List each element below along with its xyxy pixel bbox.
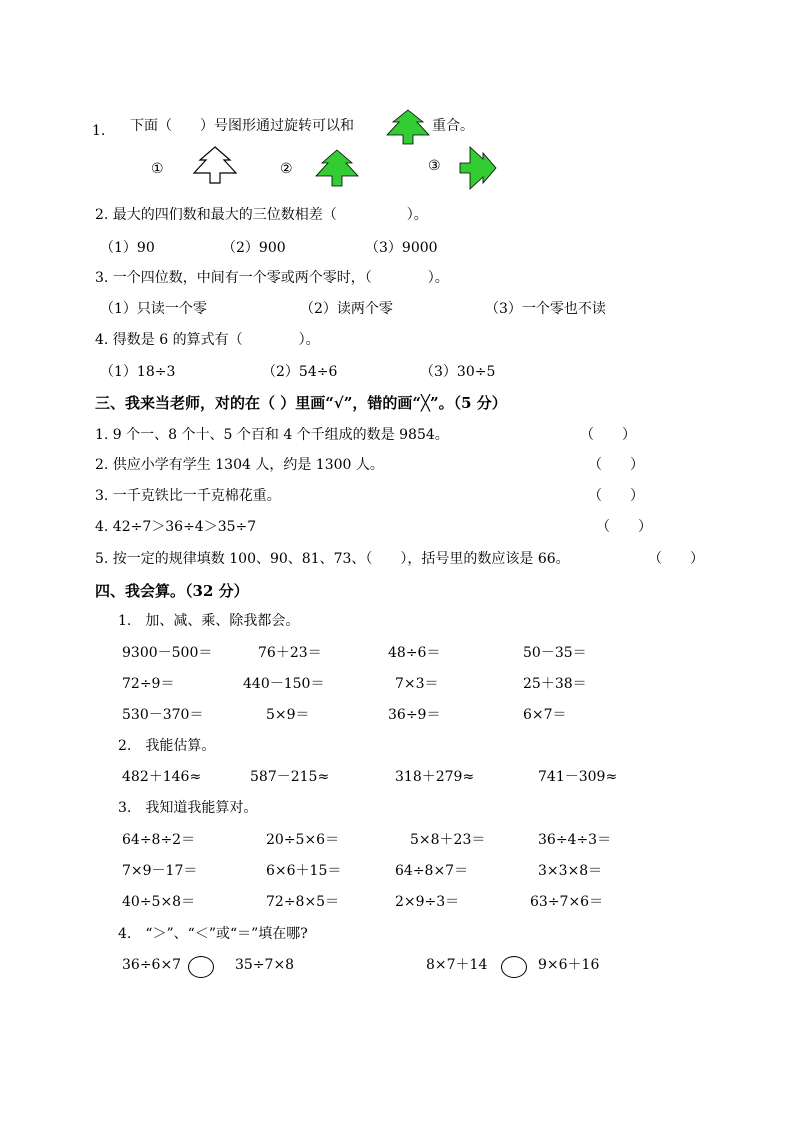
calc-item: 530－370＝ — [122, 707, 204, 723]
compare-right: 35÷7×8 — [235, 957, 295, 973]
judge-item: 4. 42÷7＞36÷4＞35÷7 — [95, 519, 257, 535]
judge-answer-paren[interactable]: （ ） — [580, 427, 636, 443]
q3-option3: （3）一个零也不读 — [485, 301, 606, 317]
calc-item: 36÷9＝ — [388, 707, 441, 723]
part3-title: 3. 我知道我能算对。 — [118, 800, 258, 816]
calc-item: 6×6＋15＝ — [266, 863, 342, 879]
judge-item: 3. 一千克铁比一千克棉花重。 — [95, 488, 281, 504]
q3-option2: （2）读两个零 — [300, 301, 393, 317]
calc-item: 440－150＝ — [243, 676, 325, 692]
q4-stem: 4. 得数是 6 的算式有（ ）。 — [95, 332, 320, 348]
calc-item: 5×9＝ — [266, 707, 310, 723]
calc-item: 6×7＝ — [523, 707, 567, 723]
q1-stem-post: 重合。 — [432, 118, 474, 134]
calc-item: 25＋38＝ — [523, 676, 587, 692]
tree-rotated-icon — [456, 145, 498, 191]
tree-green-icon — [314, 148, 360, 188]
q2-option2: （2）900 — [222, 240, 286, 256]
section4-title: 四、我会算。（32 分） — [95, 582, 249, 600]
compare-answer-circle[interactable] — [501, 956, 527, 978]
q2-stem: 2. 最大的四们数和最大的三位数相差（ ）。 — [95, 207, 428, 223]
q4-option1: （1）18÷3 — [100, 364, 176, 380]
estimate-item: 318＋279≈ — [395, 769, 475, 785]
judge-answer-paren[interactable]: （ ） — [596, 519, 652, 535]
q1-stem-pre: 下面（ ）号图形通过旋转可以和 — [130, 118, 354, 134]
estimate-item: 741－309≈ — [538, 769, 618, 785]
q2-option1: （1）90 — [100, 240, 155, 256]
tree-reference-icon — [385, 108, 431, 146]
judge-item: 2. 供应小学有学生 1304 人，约是 1300 人。 — [95, 457, 384, 473]
calc-item: 48÷6＝ — [388, 645, 441, 661]
calc-item: 3×3×8＝ — [538, 863, 603, 879]
compare-answer-circle[interactable] — [188, 956, 214, 978]
q3-option1: （1）只读一个零 — [100, 301, 207, 317]
calc-item: 5×8＋23＝ — [410, 832, 486, 848]
calc-item: 72÷9＝ — [122, 676, 175, 692]
q1-number: 1. — [92, 123, 106, 139]
calc-item: 20÷5×6＝ — [266, 832, 340, 848]
q1-option1-label: ① — [151, 161, 164, 177]
judge-answer-paren[interactable]: （ ） — [648, 551, 704, 567]
calc-item: 64÷8×7＝ — [395, 863, 469, 879]
q4-option3: （3）30÷5 — [420, 364, 496, 380]
calc-item: 63÷7×6＝ — [530, 894, 604, 910]
compare-left: 8×7＋14 — [426, 957, 488, 973]
calc-item: 64÷8÷2＝ — [122, 832, 196, 848]
calc-item: 76＋23＝ — [258, 645, 322, 661]
calc-item: 72÷8×5＝ — [266, 894, 340, 910]
q2-option3: （3）9000 — [365, 240, 438, 256]
part2-title: 2. 我能估算。 — [118, 738, 216, 754]
estimate-item: 587－215≈ — [250, 769, 330, 785]
q1-option2-label: ② — [280, 161, 293, 177]
part4-title: 4. “＞”、“＜”或“＝”填在哪? — [118, 926, 308, 942]
q4-option2: （2）54÷6 — [262, 364, 338, 380]
calc-item: 7×9－17＝ — [122, 863, 198, 879]
q1-option3-label: ③ — [428, 158, 441, 174]
judge-item: 5. 按一定的规律填数 100、90、81、73、（ ），括号里的数应该是 66。 — [95, 551, 570, 567]
calc-item: 2×9÷3＝ — [395, 894, 460, 910]
estimate-item: 482＋146≈ — [122, 769, 202, 785]
calc-item: 36÷4÷3＝ — [538, 832, 612, 848]
calc-item: 9300－500＝ — [122, 645, 213, 661]
compare-right: 9×6＋16 — [538, 957, 600, 973]
compare-left: 36÷6×7 — [122, 957, 182, 973]
calc-item: 7×3＝ — [395, 676, 439, 692]
judge-answer-paren[interactable]: （ ） — [588, 488, 644, 504]
calc-item: 50－35＝ — [523, 645, 587, 661]
tree-outline-icon — [192, 145, 238, 185]
judge-item: 1. 9 个一、8 个十、5 个百和 4 个千组成的数是 9854。 — [95, 427, 449, 443]
q3-stem: 3. 一个四位数，中间有一个零或两个零时，（ ）。 — [95, 270, 449, 286]
section3-title: 三、我来当老师，对的在（ ）里画“√”，错的画“╳”。（5 分） — [95, 394, 507, 412]
calc-item: 40÷5×8＝ — [122, 894, 196, 910]
part1-title: 1. 加、减、乘、除我都会。 — [118, 613, 300, 629]
judge-answer-paren[interactable]: （ ） — [588, 457, 644, 473]
